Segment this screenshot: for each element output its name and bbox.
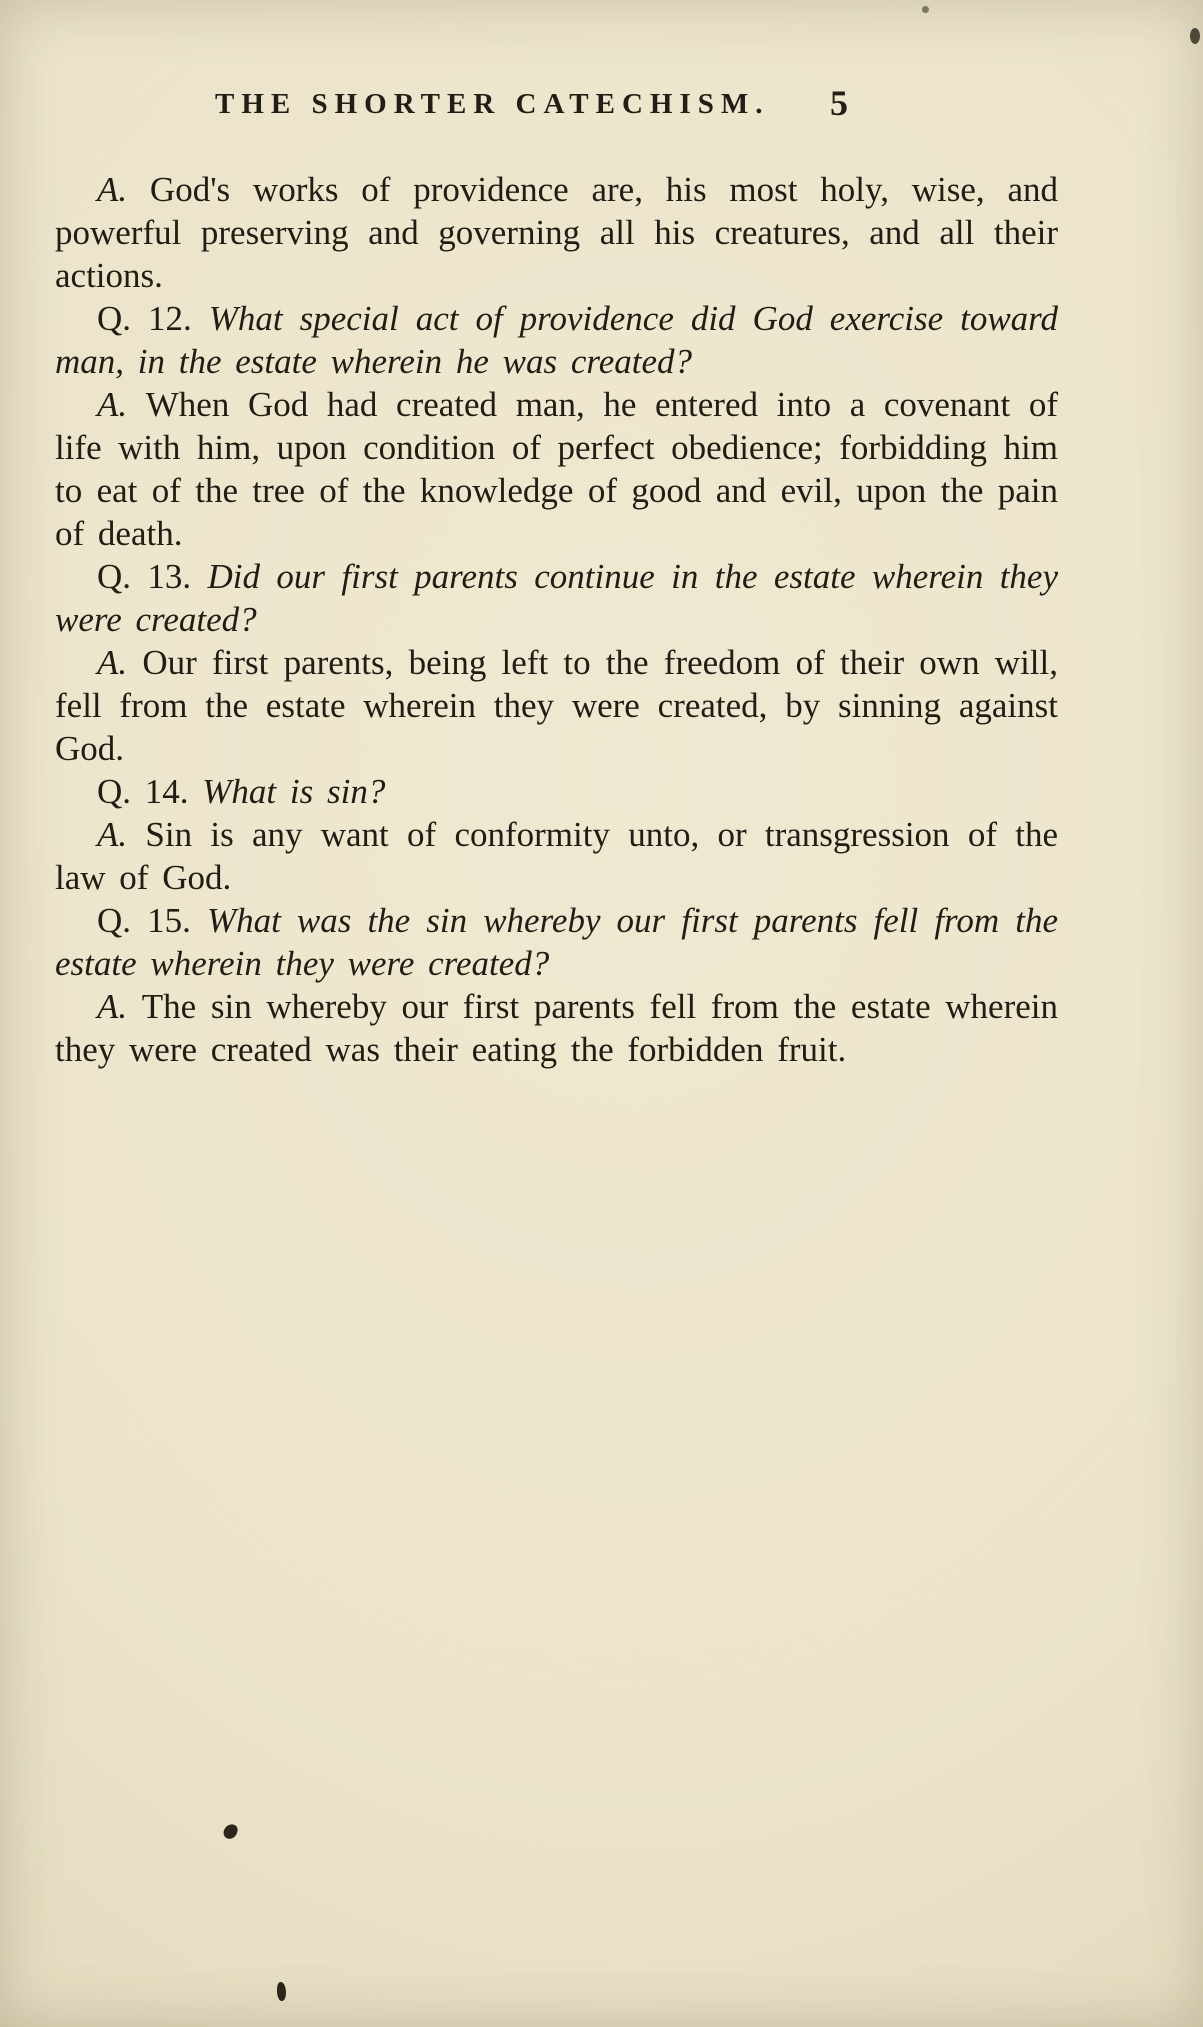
page-body (55, 168, 1058, 1071)
paragraph-prefix: Q. 14. (97, 772, 203, 811)
paragraph-answer-4 (55, 641, 1058, 770)
running-title: THE SHORTER CATECHISM. (215, 88, 770, 120)
paragraph-prefix: A. (97, 385, 146, 424)
paragraph-question-1 (55, 297, 1058, 383)
paragraph-text: Our first parents, being left to the freedom of their own will, fell from the estate wherein they were created, by sinning against God. (55, 643, 1058, 768)
paragraph-answer-0 (55, 168, 1058, 297)
paragraph-text: Did our first parents continue in the estate wherein they were created? (55, 557, 1058, 639)
ink-speck (222, 1822, 239, 1841)
paragraph-text: The sin whereby our first parents fell from the estate wherein they were created was their eating the forbidden fruit. (55, 987, 1058, 1069)
ink-speck (1190, 28, 1200, 44)
paragraph-text: What special act of providence did God exercise toward man, in the estate wherein he was created? (55, 299, 1059, 381)
paragraph-question-5 (55, 770, 1058, 813)
paragraph-answer-6 (55, 813, 1058, 899)
ink-speck (922, 6, 929, 13)
paragraph-prefix: A. (97, 643, 143, 682)
page-number: 5 (830, 83, 848, 123)
paragraph-prefix: A. (97, 987, 142, 1026)
paragraph-answer-2 (55, 383, 1058, 555)
paragraph-text: What is sin? (202, 772, 386, 811)
paragraph-text: Sin is any want of conformity unto, or transgression of the law of God. (55, 815, 1058, 897)
paragraph-text: God's works of providence are, his most holy, wise, and powerful preserving and governing all his creatures, and all their actions. (55, 170, 1058, 295)
page-header (55, 83, 1058, 136)
ink-speck (277, 1982, 286, 2001)
paragraph-text: When God had created man, he entered into a covenant of life with him, upon condition of perfect obedience; forbidding him to eat of the tree of the knowledge of good and evil, upon the pain of death. (55, 385, 1058, 553)
paragraph-prefix: A. (97, 170, 150, 209)
paragraph-prefix: A. (97, 815, 146, 854)
paragraph-question-7 (55, 899, 1058, 985)
paragraph-prefix: Q. 15. (97, 901, 207, 940)
paragraph-prefix: Q. 12. (97, 299, 209, 338)
paragraph-text: What was the sin whereby our first parents fell from the estate wherein they were created? (55, 901, 1058, 983)
paragraph-prefix: Q. 13. (97, 557, 208, 596)
paragraph-answer-8 (55, 985, 1058, 1071)
paragraph-question-3 (55, 555, 1058, 641)
